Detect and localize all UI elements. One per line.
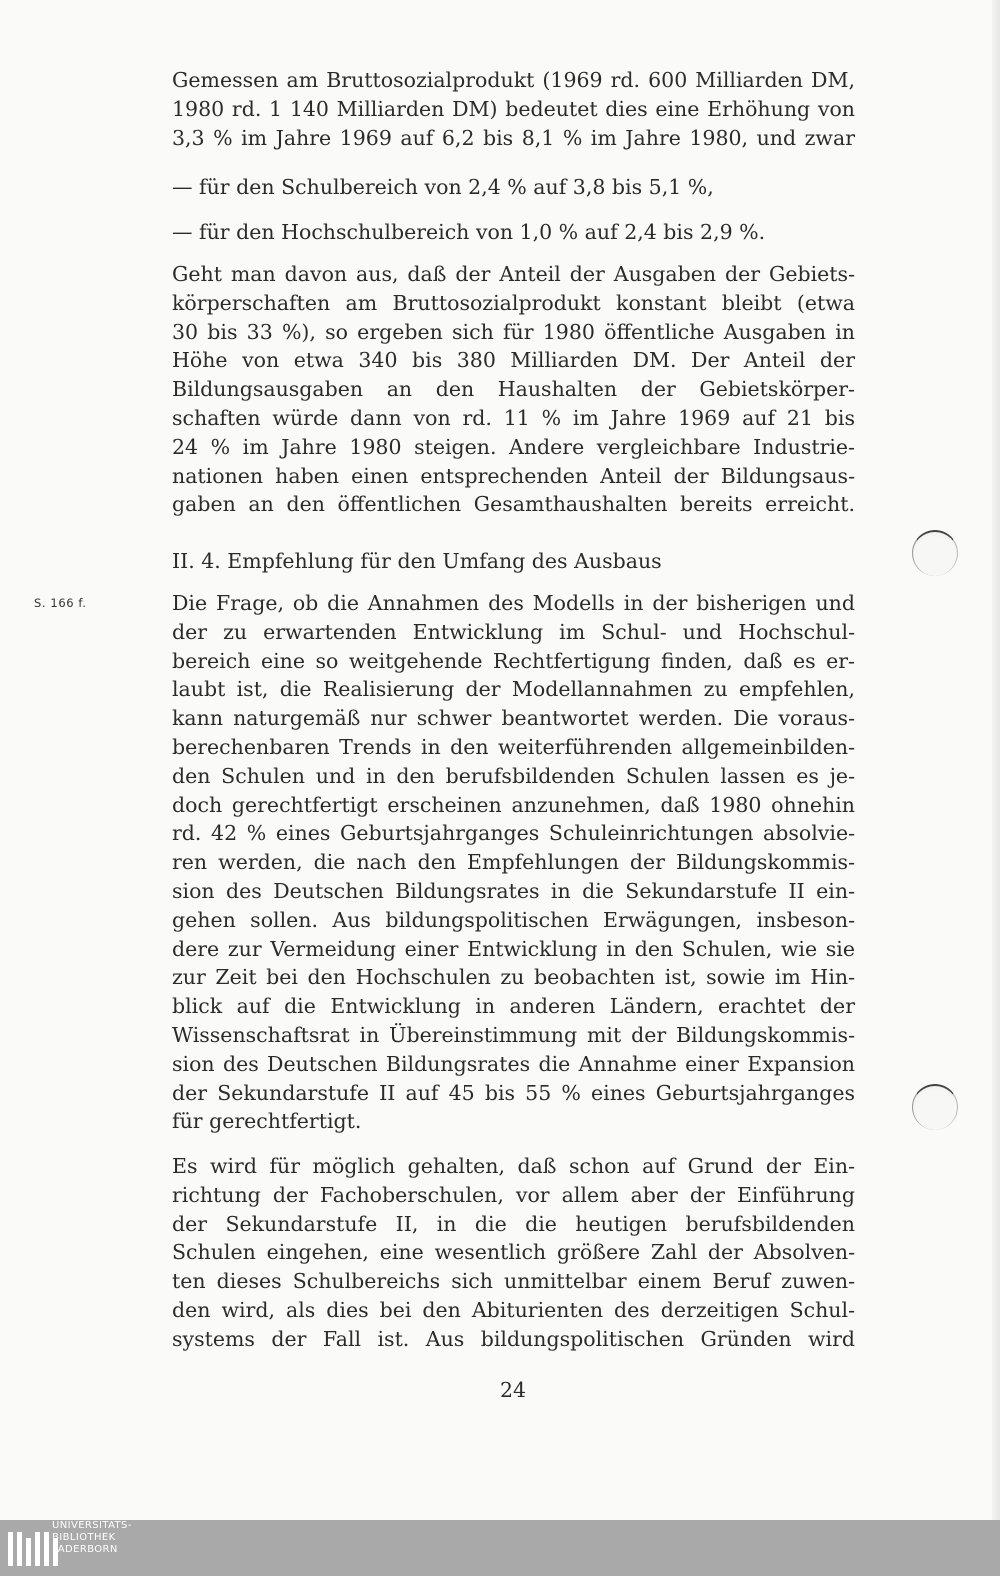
paragraph-vocational <box>172 1152 855 1354</box>
list-item: — für den Hochschulbereich von 1,0 % auf 2,4 bis 2,9 %. <box>172 220 766 244</box>
text-line: berechenbaren Trends in den weiterführenden allgemeinbilden- <box>172 734 855 759</box>
text-line: laubt ist, die Realisierung der Modellannahmen zu empfehlen, <box>172 677 855 702</box>
text-line: Höhe von etwa 340 bis 380 Milliarden DM. Der Anteil der <box>172 348 855 373</box>
text-line: ren werden, die nach den Empfehlungen der Bildungskommis- <box>172 850 855 875</box>
paragraph-recommendation <box>172 589 855 1136</box>
paragraph-expenditure-share <box>172 260 855 519</box>
text-line: richtung der Fachoberschulen, vor allem aber der Einführung <box>172 1182 855 1207</box>
intro-paragraph <box>172 66 855 152</box>
text-line: Wissenschaftsrat in Übereinstimmung mit der Bildungskommis- <box>172 1022 855 1047</box>
text-line: 24 % im Jahre 1980 steigen. Andere vergleichbare Industrie- <box>172 434 855 459</box>
section-heading: II. 4. Empfehlung für den Umfang des Ausbaus <box>172 549 662 573</box>
punch-hole-mark <box>912 1084 958 1130</box>
text-line: doch gerechtfertigt erscheinen anzunehmen, daß 1980 ohnehin <box>172 792 855 817</box>
text-line: schaften würde dann von rd. 11 % im Jahre 1969 auf 21 bis <box>172 405 855 430</box>
text-line: dere zur Vermeidung einer Entwicklung in den Schulen, wie sie <box>172 936 855 961</box>
text-line: Gemessen am Bruttosozialprodukt (1969 rd. 600 Milliarden DM, <box>172 68 855 92</box>
margin-reference-note: S. 166 f. <box>34 596 87 610</box>
logo-text-line: PADERBORN <box>52 1544 118 1555</box>
text-line: der zu erwartenden Entwicklung im Schul- und Hochschul- <box>172 619 855 644</box>
text-line: zur Zeit bei den Hochschulen zu beobachten ist, sowie im Hin- <box>172 965 855 990</box>
text-line: Bildungsausgaben an den Haushalten der Gebietskörper- <box>172 377 855 402</box>
scan-page-edge <box>992 0 1000 1520</box>
text-line: sion des Deutschen Bildungsrates in die Sekundarstufe II ein- <box>172 878 855 903</box>
library-logo-text <box>52 1520 132 1556</box>
list-item: — für den Schulbereich von 2,4 % auf 3,8 bis 5,1 %, <box>172 175 714 199</box>
text-line: ten dieses Schulbereichs sich unmittelbar einem Beruf zuwen- <box>172 1269 855 1294</box>
text-line: bereich eine so weitgehende Rechtfertigung finden, daß es er- <box>172 648 855 673</box>
library-footer-bar <box>0 1520 1000 1576</box>
punch-hole-mark <box>912 530 958 576</box>
library-logo-icon <box>8 1532 58 1566</box>
text-line: 30 bis 33 %), so ergeben sich für 1980 öffentliche Ausgaben in <box>172 319 855 344</box>
text-line: sion des Deutschen Bildungsrates die Annahme einer Expansion <box>172 1051 855 1076</box>
text-line: für gerechtfertigt. <box>172 1109 362 1134</box>
text-line: Schulen eingehen, eine wesentlich größere Zahl der Absolven- <box>172 1240 855 1265</box>
text-line: blick auf die Entwicklung in anderen Ländern, erachtet der <box>172 994 855 1019</box>
text-line: Die Frage, ob die Annahmen des Modells in der bisherigen und <box>172 591 855 615</box>
text-line: der Sekundarstufe II, in die die heutigen berufsbildenden <box>172 1211 855 1236</box>
text-line: den wird, als dies bei den Abiturienten des derzeitigen Schul- <box>172 1297 855 1322</box>
text-line: Es wird für möglich gehalten, daß schon auf Grund der Ein- <box>172 1154 855 1178</box>
text-line: Geht man davon aus, daß der Anteil der Ausgaben der Gebiets- <box>172 262 855 286</box>
text-line: den Schulen und in den berufsbildenden Schulen lassen es je- <box>172 763 855 788</box>
text-line: nationen haben einen entsprechenden Anteil der Bildungsaus- <box>172 463 855 488</box>
text-line: systems der Fall ist. Aus bildungspolitischen Gründen wird <box>172 1326 855 1351</box>
page-number: 24 <box>500 1378 527 1402</box>
text-line: körperschaften am Bruttosozialprodukt konstant bleibt (etwa <box>172 290 855 315</box>
text-line: 1980 rd. 1 140 Milliarden DM) bedeutet dies eine Erhöhung von <box>172 96 855 121</box>
logo-text-line: UNIVERSITÄTS- <box>52 1520 132 1531</box>
logo-text-line: BIBLIOTHEK <box>52 1532 116 1543</box>
text-line: rd. 42 % eines Geburtsjahrganges Schuleinrichtungen absolvie- <box>172 821 855 846</box>
text-line: gaben an den öffentlichen Gesamthaushalten bereits erreicht. <box>172 492 855 517</box>
text-line: gehen sollen. Aus bildungspolitischen Erwägungen, insbeson- <box>172 907 855 932</box>
text-line: der Sekundarstufe II auf 45 bis 55 % eines Geburtsjahrganges <box>172 1080 855 1105</box>
text-line: 3,3 % im Jahre 1969 auf 6,2 bis 8,1 % im Jahre 1980, und zwar <box>172 125 855 150</box>
text-line: kann naturgemäß nur schwer beantwortet werden. Die voraus- <box>172 706 855 731</box>
